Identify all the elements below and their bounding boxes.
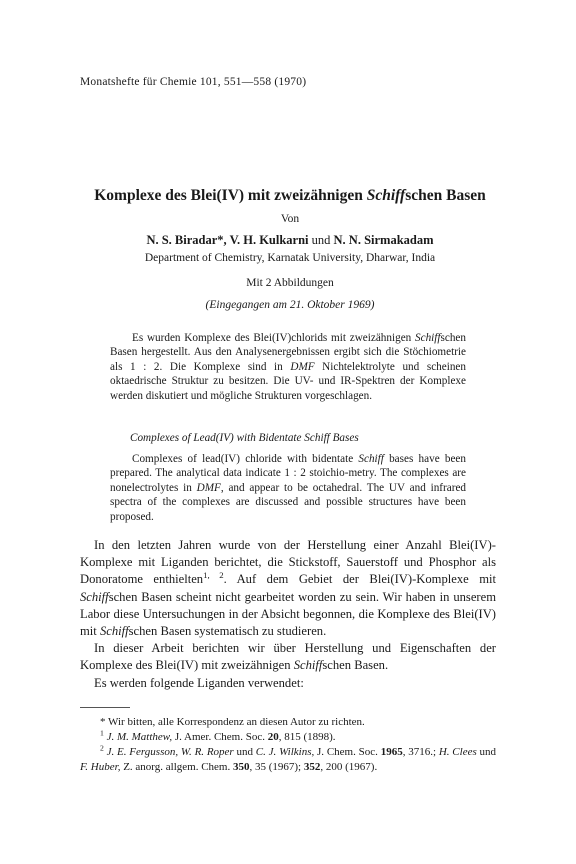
body-p2b: schen Basen. (322, 658, 389, 673)
abstract-en-s2: bases have been prepared. The analytical data indicate 1 : 2 stoichio-metry. The complexes are nonelectrolytes in (110, 453, 466, 494)
journal-reference: Monatshefte für Chemie 101, 551—558 (1970) (80, 76, 307, 88)
figures-note: Mit 2 Abbildungen (246, 277, 334, 289)
body-p1d: schen Basen systematisch zu studieren. (128, 624, 327, 639)
affiliation: Department of Chemistry, Karnatak University, Dharwar, India (144, 252, 436, 264)
title-part-2: schen Basen (405, 187, 486, 204)
footnote-2-volume-1: 350 (232, 760, 250, 773)
body-paragraph-1 (80, 537, 496, 640)
footnote-divider (80, 707, 130, 708)
footnote-2-author-2: C. J. Wilkins, (255, 746, 315, 759)
footnote-1-rest: , 815 (1898). (278, 731, 336, 744)
abstract-german-text (110, 331, 466, 403)
footnote-2-year: 1965 (380, 746, 403, 759)
footnote-2 (80, 745, 496, 773)
abstract-english-text (110, 452, 466, 524)
body-p1b: . Auf dem Gebiet der Blei(IV)-Komplexe mit (223, 572, 497, 587)
abstract-german (110, 331, 466, 403)
footnote-star: * Wir bitten, alle Korrespondenz an diesen Autor zu richten. (100, 716, 365, 728)
body-p1c: schen Basen scheint nicht gearbeitet worden zu sein. Wir haben in unserem Labor diese Untersuchungen in der Absicht begonnen, die Komplexe des Blei(IV) mit (80, 589, 496, 639)
footnote-2-journal-1: J. Chem. Soc. (314, 746, 381, 759)
footnote-1-author: J. M. Matthew, (106, 731, 173, 744)
authors-und: und (311, 233, 331, 247)
abstract-en-schiff: Schiff (358, 453, 384, 465)
footnote-2-rest-1: , 3716.; (402, 746, 439, 759)
abstract-de-s2: schen Basen hergestellt. Aus den Analysenergebnissen ergibt sich die Stöchiometrie als 1 : 2. Die Komplexe sind in (110, 332, 466, 373)
title-part-1: Komplexe des Blei(IV) mit zweizähnigen (94, 187, 367, 204)
body-paragraph-3: Es werden folgende Liganden verwendet: (94, 675, 304, 690)
body-schiff-3: Schiff (293, 658, 323, 673)
author-group-1: N. S. Biradar*, V. H. Kulkarni (146, 233, 309, 247)
footnote-1-volume: 20 (267, 731, 279, 744)
abstract-english (110, 452, 466, 524)
footnotes (80, 715, 496, 775)
title-schiff: Schiff (366, 187, 406, 204)
paper-title (60, 187, 520, 205)
received-date: (Eingegangen am 21. Oktober 1969) (205, 299, 375, 311)
body-p2a: In dieser Arbeit berichten wir über Herstellung und Eigenschaften der Komplexe des Blei(IV) mit zweizähnigen (80, 641, 496, 673)
footnote-2-rest-2: , 35 (1967); (249, 760, 304, 773)
footnote-2-journal-2: Z. anorg. allgem. Chem. (120, 760, 233, 773)
english-title: Complexes of Lead(IV) with Bidentate Schiff Bases (130, 432, 359, 444)
body-text (80, 537, 496, 692)
abstract-de-s3: Nichtelektrolyte und scheinen oktaedrische Struktur zu besitzen. Die UV- und IR-Spektren der Komplexe werden diskutiert und mögliche Strukturen vorgeschlagen. (110, 360, 466, 402)
abstract-en-s3: , and appear to be octahedral. The UV and infrared spectra of the complexes are discussed and possible structures have been proposed. (110, 481, 467, 523)
abstract-de-s1: Es wurden Komplexe des Blei(IV)chlorids mit zweizähnigen (132, 332, 416, 344)
von-label: Von (280, 213, 300, 225)
body-schiff-1: Schiff (80, 589, 109, 604)
abstract-en-s1: Complexes of lead(IV) chloride with bidentate (132, 453, 359, 465)
reference-marks: 1, 2 (203, 570, 224, 581)
body-p1a: In den letzten Jahren wurde von der Herstellung einer Anzahl Blei(IV)-Komplexe mit Liganden berichtet, die Stickstoff, Sauerstoff und Phosphor als Donoratome enthielten (80, 538, 496, 587)
authors (60, 233, 520, 248)
author-group-2: N. N. Sirmakadam (333, 233, 434, 247)
abstract-de-schiff: Schiff (415, 332, 441, 344)
body-schiff-2: Schiff (99, 624, 129, 639)
body-paragraph-2 (80, 640, 496, 674)
footnote-2-author-1: J. E. Fergusson, W. R. Roper (106, 746, 234, 759)
footnote-2-number: 2 (100, 743, 104, 753)
footnote-2-und-2: und (476, 746, 497, 759)
footnote-1-number: 1 (100, 728, 104, 738)
abstract-en-dmf: DMF (196, 481, 221, 494)
footnote-2-author-4: F. Huber, (80, 760, 121, 773)
footnote-1 (80, 730, 496, 744)
abstract-de-dmf: DMF (290, 360, 315, 373)
footnote-2-author-3: H. Clees (438, 746, 477, 759)
footnote-2-volume-2: 352 (303, 760, 321, 773)
footnote-2-rest-3: , 200 (1967). (320, 760, 378, 773)
footnote-1-journal: J. Amer. Chem. Soc. (172, 731, 268, 744)
footnote-2-und-1: und (233, 746, 256, 759)
